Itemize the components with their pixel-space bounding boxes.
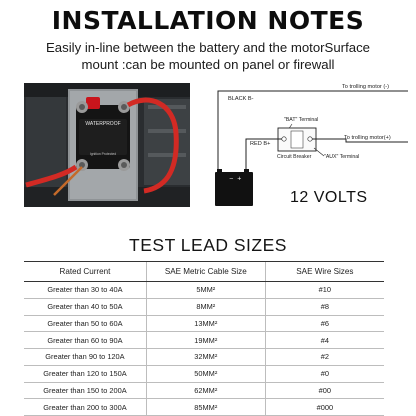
photo-label-ignition: Ignition Protected [89, 152, 117, 156]
table-row [24, 332, 384, 349]
cell-rated-current: Greater than 50 to 60A [24, 315, 146, 332]
cell-wire-size: #6 [265, 315, 384, 332]
svg-text:+: + [237, 176, 242, 182]
svg-text:−: − [229, 176, 234, 182]
table-row [24, 298, 384, 315]
cell-metric-size: 32MM² [146, 349, 265, 366]
subtitle-line-1: Easily in-line between the battery and the motorSurface [45, 40, 370, 55]
voltage-label: 12 VOLTS [290, 189, 368, 206]
table-row [24, 399, 384, 416]
photo-label-waterproof: WATERPROOF [85, 121, 121, 127]
table-row [24, 365, 384, 382]
cell-wire-size: #000 [265, 399, 384, 416]
aux-terminal-label: "AUX" Terminal [324, 154, 360, 160]
cell-wire-size: #10 [265, 282, 384, 299]
cell-rated-current: Greater than 40 to 50A [24, 298, 146, 315]
header-metric-size: SAE Metric Cable Size [146, 262, 265, 282]
cell-rated-current: Greater than 90 to 120A [24, 349, 146, 366]
page-title: INSTALLATION NOTES [51, 6, 365, 35]
motor-positive-label: To trolling motor(+) [344, 135, 391, 141]
breaker-label: Circuit Breaker [277, 154, 312, 160]
lead-sizes-title: TEST LEAD SIZES [129, 235, 287, 255]
bat-terminal-label: "BAT" Terminal [284, 117, 319, 123]
table-row [24, 349, 384, 366]
cell-wire-size: #8 [265, 298, 384, 315]
cell-rated-current: Greater than 120 to 150A [24, 365, 146, 382]
cell-rated-current: Greater than 150 to 200A [24, 382, 146, 399]
cell-metric-size: 50MM² [146, 365, 265, 382]
cell-rated-current: Greater than 200 to 300A [24, 399, 146, 416]
lead-sizes-table [24, 261, 384, 416]
table-row [24, 282, 384, 299]
table-row [24, 382, 384, 399]
page-subtitle [0, 40, 416, 73]
cell-metric-size: 8MM² [146, 298, 265, 315]
cell-wire-size: #2 [265, 349, 384, 366]
cell-rated-current: Greater than 30 to 40A [24, 282, 146, 299]
cell-metric-size: 13MM² [146, 315, 265, 332]
cell-metric-size: 19MM² [146, 332, 265, 349]
cell-wire-size: #4 [265, 332, 384, 349]
cell-rated-current: Greater than 60 to 90A [24, 332, 146, 349]
red-wire-label: RED B+ [250, 141, 271, 147]
circuit-breaker-photo [24, 83, 190, 207]
header-rated-current: Rated Current [24, 262, 146, 282]
table-row [24, 315, 384, 332]
cell-wire-size: #0 [265, 365, 384, 382]
black-wire-label: BLACK B- [228, 96, 254, 102]
cell-metric-size: 85MM² [146, 399, 265, 416]
subtitle-line-2: mount :can be mounted on panel or firewall [81, 56, 335, 72]
motor-negative-label: To trolling motor (-) [342, 84, 389, 90]
header-wire-size: SAE Wire Sizes [265, 262, 384, 282]
cell-metric-size: 5MM² [146, 282, 265, 299]
cell-metric-size: 62MM² [146, 382, 265, 399]
cell-wire-size: #00 [265, 382, 384, 399]
table-header-row [24, 262, 384, 282]
battery-icon [215, 172, 253, 206]
